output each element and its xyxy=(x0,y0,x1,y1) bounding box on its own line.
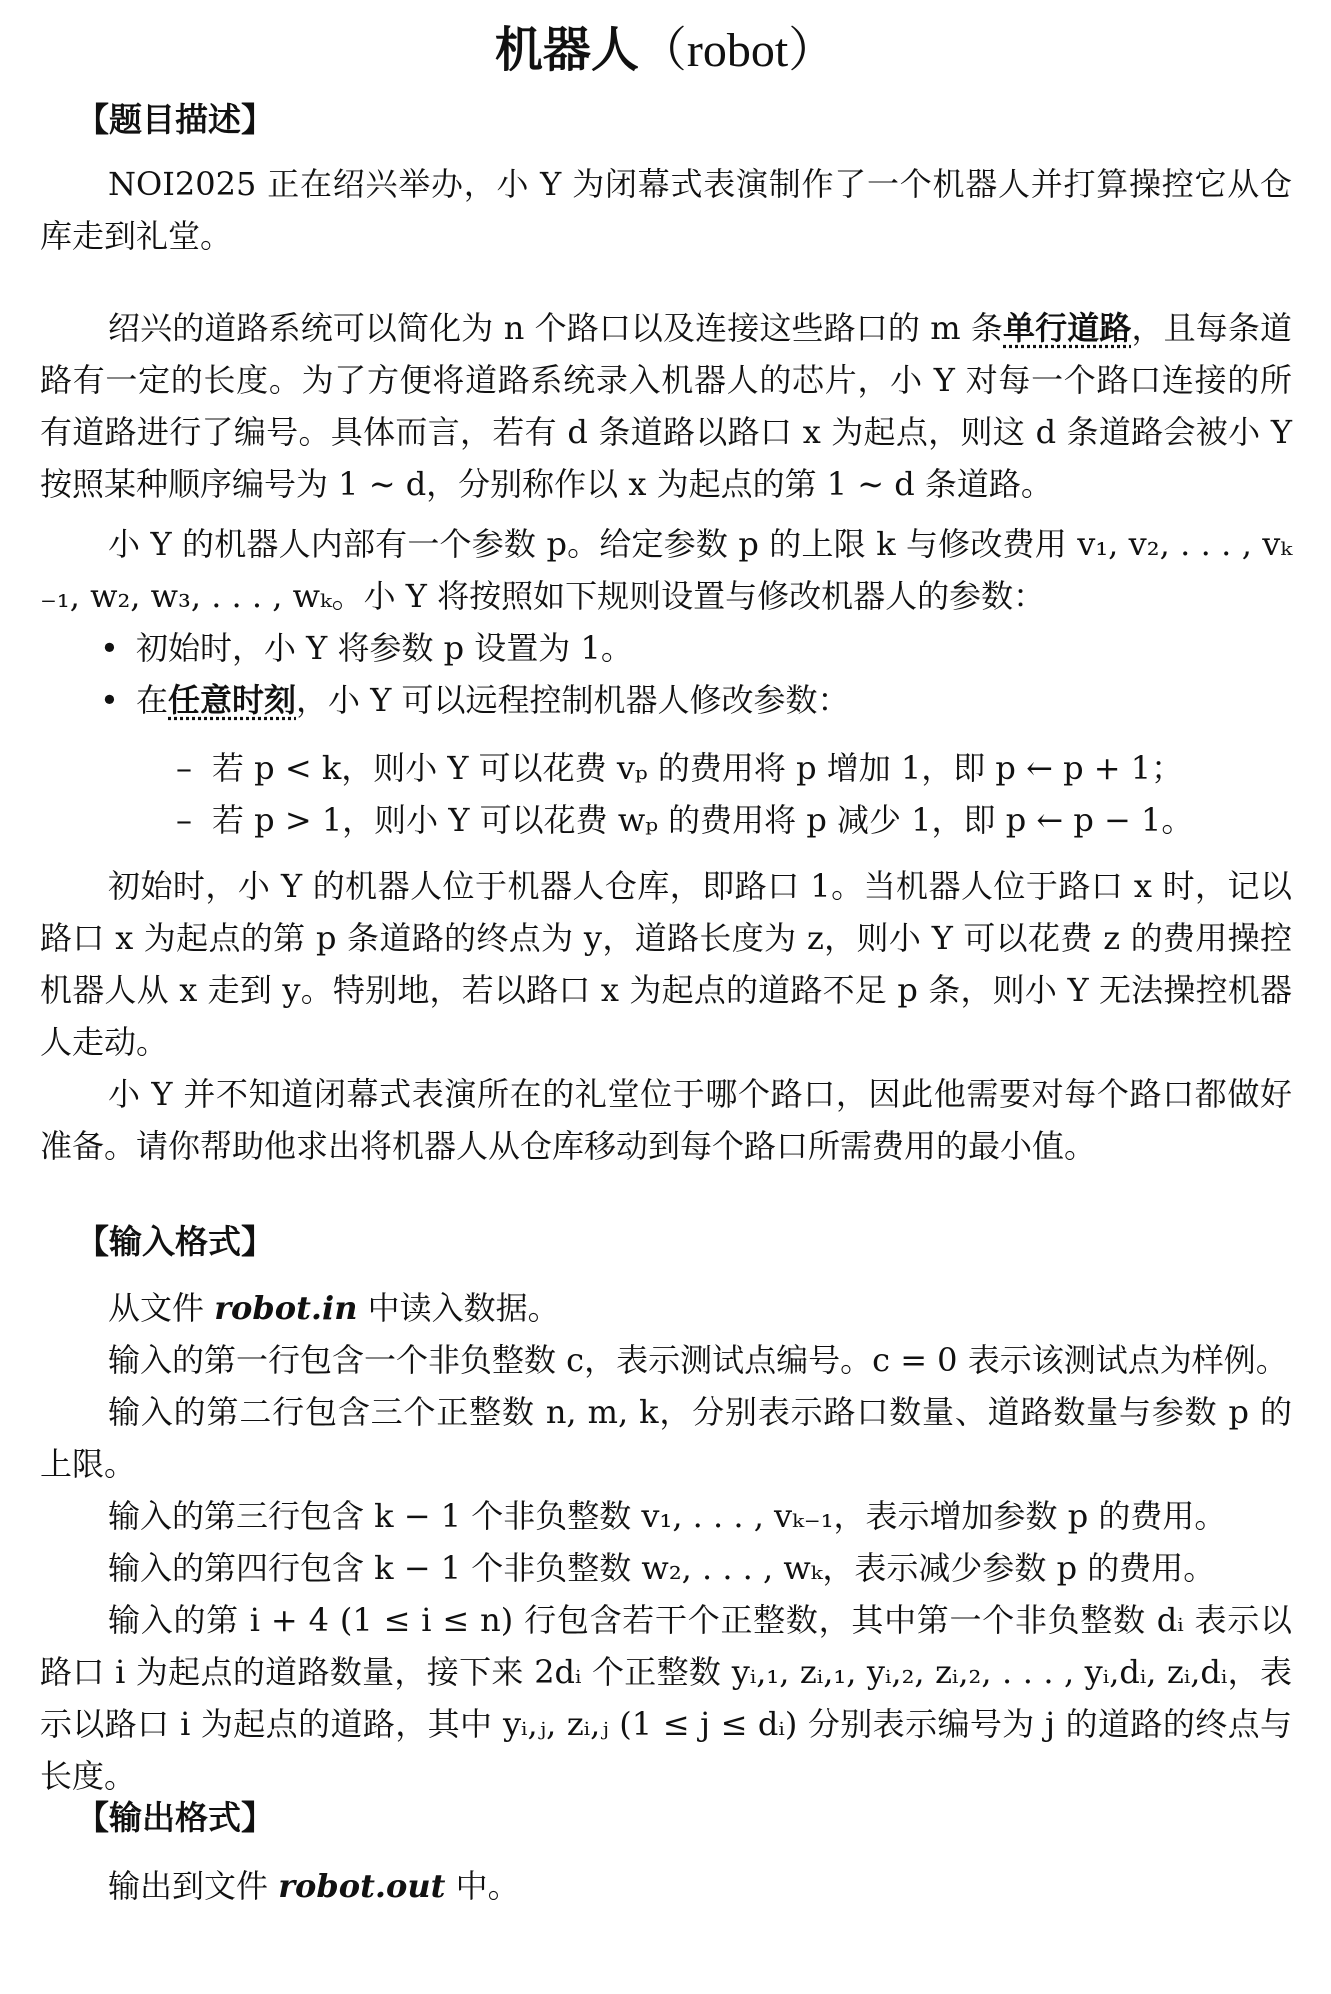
emphasis-any-time: 任意时刻 xyxy=(168,681,297,719)
output-l1-before: 输出到文件 xyxy=(108,1867,279,1905)
sub-item-decrease xyxy=(176,794,1286,846)
output-file-name: robot.out xyxy=(278,1867,446,1905)
section-heading-input: 【输入格式】 xyxy=(76,1222,274,1261)
section-heading-description: 【题目描述】 xyxy=(76,100,274,139)
emphasis-one-way-road: 单行道路 xyxy=(1003,309,1132,347)
input-l1-after: 中读入数据。 xyxy=(357,1289,560,1327)
bullet-icon: • xyxy=(100,629,119,667)
page-title xyxy=(0,18,1331,83)
sub-item-text: 若 p > 1，则小 Y 可以花费 wₚ 的费用将 p 减少 1，即 p ← p − 1。 xyxy=(212,801,1194,839)
input-line-3: 输入的第二行包含三个正整数 n, m, k，分别表示路口数量、道路数量与参数 p 的上限。 xyxy=(40,1393,1292,1483)
b2-text-before: 在 xyxy=(136,681,169,719)
description-paragraph-4: 初始时，小 Y 的机器人位于机器人仓库，即路口 1。当机器人位于路口 x 时，记以路口 x 为起点的第 p 条道路的终点为 y，道路长度为 z，则小 Y 可以花费 z 的费用操控机器人从 x 走到 y。特别地，若以路口 x 为起点的道路不足 p 条，则小 Y 无法操控机器人走动。 xyxy=(40,867,1292,1061)
title-cjk: 机器人 xyxy=(494,22,639,78)
input-line-2: 输入的第一行包含一个非负整数 c，表示测试点编号。c = 0 表示该测试点为样例。 xyxy=(108,1341,1288,1379)
description-paragraph-3: 小 Y 的机器人内部有一个参数 p。给定参数 p 的上限 k 与修改费用 v₁, v₂, . . . , vₖ₋₁, w₂, w₃, . . . , wₖ。小 Y 将按照如下规则设置与修改机器人的参数： xyxy=(40,525,1292,615)
sub-item-increase xyxy=(176,742,1286,794)
input-line-4: 输入的第三行包含 k − 1 个非负整数 v₁, . . . , vₖ₋₁，表示增加参数 p 的费用。 xyxy=(108,1497,1227,1535)
description-paragraph-1: NOI2025 正在绍兴举办，小 Y 为闭幕式表演制作了一个机器人并打算操控它从仓库走到礼堂。 xyxy=(40,165,1292,255)
p2-text-after: ，且每条道路有一定的长度。为了方便将道路系统录入机器人的芯片，小 Y 对每一个路口连接的所有道路进行了编号。具体而言，若有 d 条道路以路口 x 为起点，则这 d 条道路会被小 Y 按照某种顺序编号为 1 ∼ d，分别称作以 x 为起点的第 1 ∼ d 条道路。 xyxy=(40,309,1292,503)
output-l1-after: 中。 xyxy=(445,1867,520,1905)
sub-item-text: 若 p < k，则小 Y 可以花费 vₚ 的费用将 p 增加 1，即 p ← p + 1； xyxy=(212,749,1184,787)
description-paragraph-5: 小 Y 并不知道闭幕式表演所在的礼堂位于哪个路口，因此他需要对每个路口都做好准备。请你帮助他求出将机器人从仓库移动到每个路口所需费用的最小值。 xyxy=(40,1075,1292,1165)
input-line-6: 输入的第 i + 4 (1 ≤ i ≤ n) 行包含若干个正整数，其中第一个非负整数 dᵢ 表示以路口 i 为起点的道路数量，接下来 2dᵢ 个正整数 yᵢ,₁, zᵢ,₁, yᵢ,₂, zᵢ,₂, . . . , yᵢ,dᵢ, zᵢ,dᵢ，表示以路口 i 为起点的道路，其中 yᵢ,ⱼ, zᵢ,ⱼ (1 ≤ j ≤ dᵢ) 分别表示编号为 j 的道路的终点与长度。 xyxy=(40,1601,1292,1795)
dash-icon: – xyxy=(176,749,192,787)
input-l1-before: 从文件 xyxy=(108,1289,215,1327)
p2-text-before: 绍兴的道路系统可以简化为 n 个路口以及连接这些路口的 m 条 xyxy=(108,309,1004,347)
input-line-1 xyxy=(40,1282,1292,1334)
bullet-item-initial xyxy=(100,622,1290,674)
bullet-icon: • xyxy=(100,681,119,719)
dash-icon: – xyxy=(176,801,192,839)
bullet-item-any-time xyxy=(100,674,1290,726)
input-file-name: robot.in xyxy=(214,1289,358,1327)
bullet-text: 初始时，小 Y 将参数 p 设置为 1。 xyxy=(136,629,633,667)
output-line-1 xyxy=(40,1860,1292,1912)
section-heading-output: 【输出格式】 xyxy=(76,1798,274,1837)
b2-text-after: ，小 Y 可以远程控制机器人修改参数： xyxy=(296,681,850,719)
input-line-5: 输入的第四行包含 k − 1 个非负整数 w₂, . . . , wₖ，表示减少参数 p 的费用。 xyxy=(108,1549,1216,1587)
title-latin: （robot） xyxy=(638,24,837,77)
description-paragraph-2 xyxy=(40,302,1292,510)
